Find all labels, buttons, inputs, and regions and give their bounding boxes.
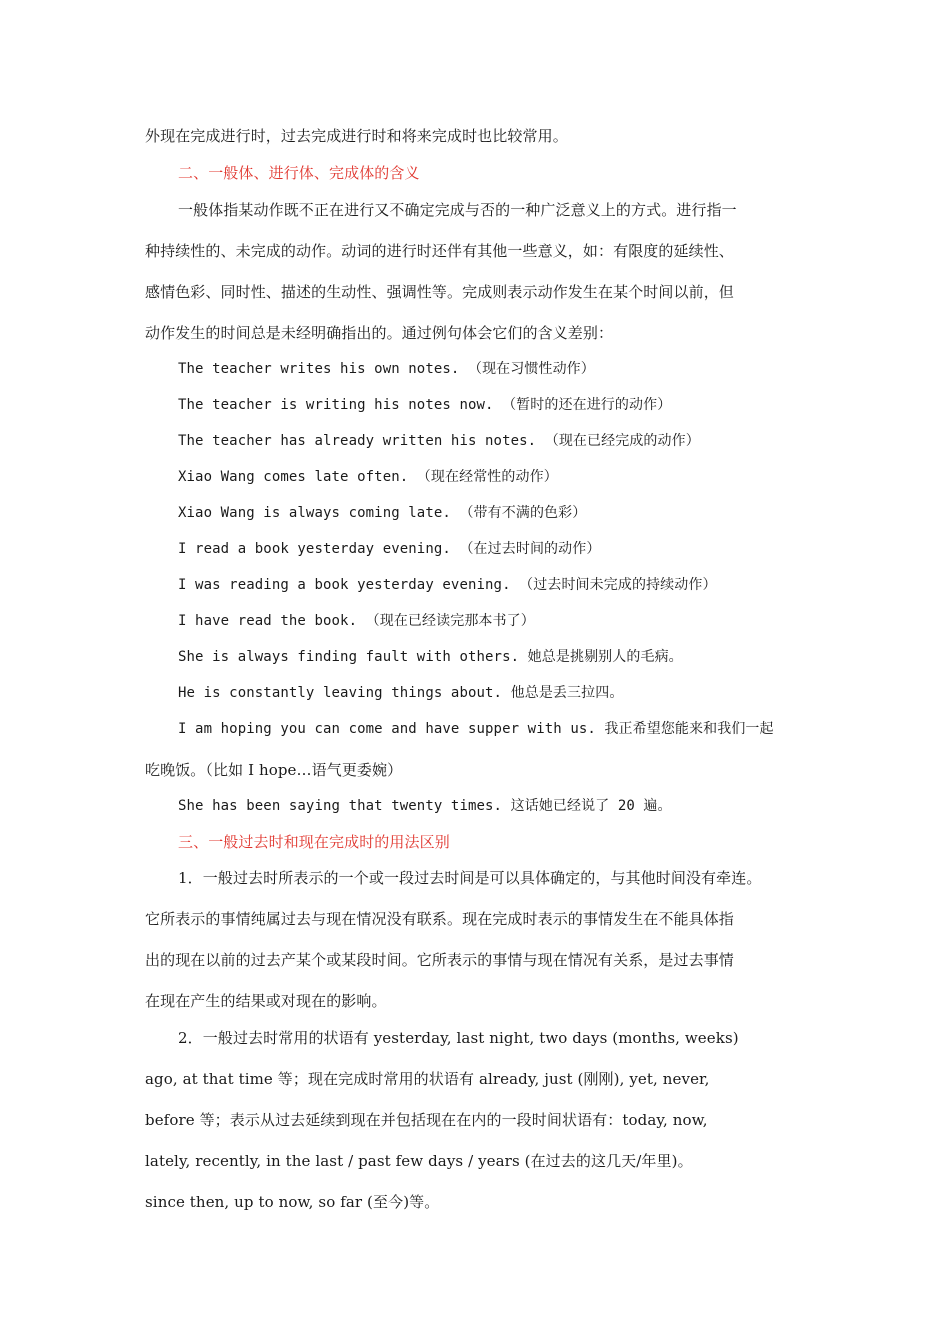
paragraph-line: 2．一般过去时常用的状语有 yesterday, last night, two days (months, weeks) xyxy=(178,1029,739,1047)
paragraph-line: 在现在产生的结果或对现在的影响。 xyxy=(145,992,387,1010)
section-heading-3: 三、一般过去时和现在完成时的用法区别 xyxy=(178,833,450,851)
example-sentence: She is always finding fault with others. 她总是挑剔别人的毛病。 xyxy=(178,649,683,665)
example-sentence: He is constantly leaving things about. 他总是丢三拉四。 xyxy=(178,685,624,701)
paragraph-line: 动作发生的时间总是未经明确指出的。通过例句体会它们的含义差别： xyxy=(145,324,614,342)
paragraph-line: 吃晚饭。（比如 I hope…语气更委婉） xyxy=(145,761,403,779)
example-sentence: I have read the book. （现在已经读完那本书了） xyxy=(178,613,535,629)
example-sentence: The teacher is writing his notes now. （暂时的还在进行的动作） xyxy=(178,397,672,413)
paragraph-line: lately, recently, in the last / past few days / years (在过去的这几天/年里)。 xyxy=(145,1152,693,1170)
example-sentence: Xiao Wang comes late often. （现在经常性的动作） xyxy=(178,469,558,485)
example-sentence: The teacher has already written his notes. （现在已经完成的动作） xyxy=(178,433,700,449)
paragraph-line: 1．一般过去时所表示的一个或一段过去时间是可以具体确定的，与其他时间没有牵连。 xyxy=(178,869,762,887)
example-sentence: I am hoping you can come and have supper with us. 我正希望您能来和我们一起 xyxy=(178,721,774,737)
paragraph-line: ago, at that time 等；现在完成时常用的状语有 already, just (刚刚), yet, never, xyxy=(145,1070,710,1088)
example-sentence: I was reading a book yesterday evening. （过去时间未完成的持续动作） xyxy=(178,577,717,593)
paragraph-line: since then, up to now, so far (至今)等。 xyxy=(145,1193,440,1211)
paragraph-line: 出的现在以前的过去产某个或某段时间。它所表示的事情与现在情况有关系，是过去事情 xyxy=(145,951,734,969)
paragraph-line: 一般体指某动作既不正在进行又不确定完成与否的一种广泛意义上的方式。进行指一 xyxy=(178,201,737,219)
paragraph-line: 种持续性的、未完成的动作。动词的进行时还伴有其他一些意义，如：有限度的延续性、 xyxy=(145,242,734,260)
paragraph-line: 感情色彩、同时性、描述的生动性、强调性等。完成则表示动作发生在某个时间以前，但 xyxy=(145,283,734,301)
paragraph-line: 外现在完成进行时，过去完成进行时和将来完成时也比较常用。 xyxy=(145,127,568,145)
example-sentence: The teacher writes his own notes. （现在习惯性动作） xyxy=(178,361,595,377)
paragraph-line: before 等；表示从过去延续到现在并包括现在在内的一段时间状语有：today, now, xyxy=(145,1111,708,1129)
section-heading-2: 二、一般体、进行体、完成体的含义 xyxy=(178,164,420,182)
paragraph-line: 它所表示的事情纯属过去与现在情况没有联系。现在完成时表示的事情发生在不能具体指 xyxy=(145,910,734,928)
example-sentence: She has been saying that twenty times. 这话她已经说了 20 遍。 xyxy=(178,798,672,814)
example-sentence: Xiao Wang is always coming late. （带有不满的色彩） xyxy=(178,505,587,521)
example-sentence: I read a book yesterday evening. （在过去时间的动作） xyxy=(178,541,601,557)
